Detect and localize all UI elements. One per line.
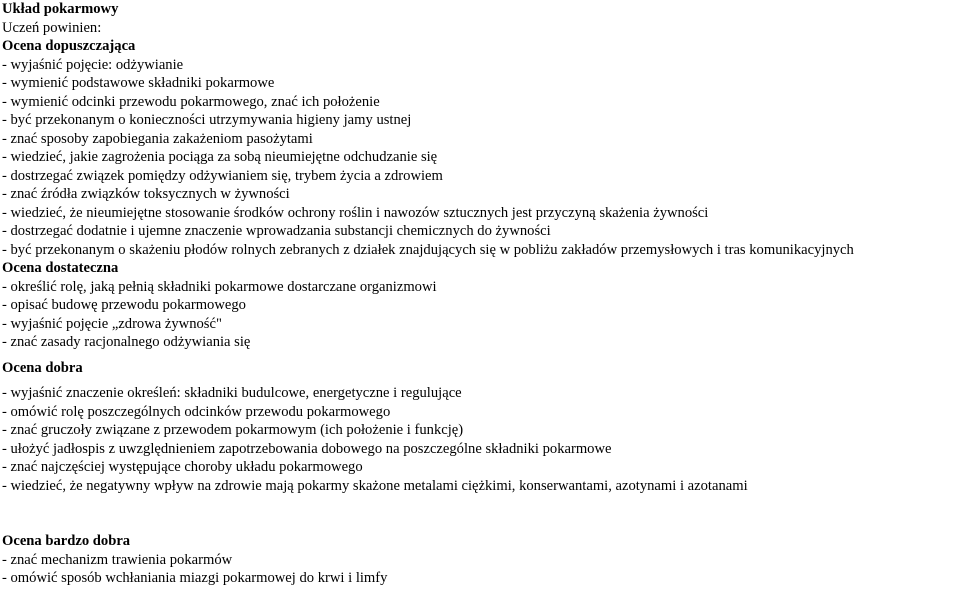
spacer — [2, 352, 959, 359]
list-item: - wyjaśnić pojęcie „zdrowa żywność" — [2, 315, 222, 332]
section-heading: Ocena dostateczna — [2, 260, 119, 276]
list-item: - wymienić odcinki przewodu pokarmowego, znać ich położenie — [2, 93, 380, 110]
document — [2, 0, 959, 588]
section-heading: Ocena dobra — [2, 359, 83, 376]
list-item: - znać sposoby zapobiegania zakażeniom pasożytami — [2, 130, 313, 147]
list-item: - wyjaśnić pojęcie: odżywianie — [2, 56, 184, 73]
list-item: - znać gruczoły związane z przewodem pokarmowym (ich położenie i funkcję) — [2, 422, 464, 438]
section-dostateczna — [2, 259, 959, 352]
list-item: - być przekonanym o konieczności utrzymywania higieny jamy ustnej — [2, 112, 412, 128]
list-item: - być przekonanym o skażeniu płodów rolnych zebranych z działek znajdujących się w pobliżu zakładów przemysłowych i tras komunikacyjnych — [2, 241, 854, 258]
spacer — [2, 377, 959, 384]
list-item: - wiedzieć, że negatywny wpływ na zdrowie mają pokarmy skażone metalami ciężkimi, konserwantami, azotynami i azotanami — [2, 477, 748, 494]
list-item: - ułożyć jadłospis z uwzględnieniem zapotrzebowania dobowego na poszczególne składniki pokarmowe — [2, 440, 612, 457]
list-item: - omówić rolę poszczególnych odcinków przewodu pokarmowego — [2, 403, 391, 420]
list-item: - wymienić podstawowe składniki pokarmowe — [2, 75, 275, 91]
list-item: - znać źródła związków toksycznych w żywności — [2, 186, 290, 202]
intro-text: Uczeń powinien: — [2, 19, 102, 36]
list-item: - znać najczęściej występujące choroby układu pokarmowego — [2, 459, 363, 475]
list-item: - wyjaśnić znaczenie określeń: składniki budulcowe, energetyczne i regulujące — [2, 385, 462, 401]
list-item: - znać mechanizm trawienia pokarmów — [2, 551, 233, 568]
list-item: - określić rolę, jaką pełnią składniki pokarmowe dostarczane organizmowi — [2, 278, 437, 295]
list-item: - wiedzieć, że nieumiejętne stosowanie środków ochrony roślin i nawozów sztucznych jest przyczyną skażenia żywności — [2, 204, 709, 221]
section-dopuszczajaca — [2, 37, 959, 259]
page-title: Układ pokarmowy — [2, 1, 119, 17]
list-item: - dostrzegać związek pomiędzy odżywianiem się, trybem życia a zdrowiem — [2, 167, 443, 184]
list-item: - opisać budowę przewodu pokarmowego — [2, 297, 246, 313]
section-heading: Ocena dopuszczająca — [2, 38, 136, 54]
list-item: - dostrzegać dodatnie i ujemne znaczenie wprowadzania substancji chemicznych do żywności — [2, 223, 551, 239]
section-bardzo-dobra — [2, 532, 959, 588]
spacer — [2, 495, 959, 532]
list-item: - wiedzieć, jakie zagrożenia pociąga za sobą nieumiejętne odchudzanie się — [2, 149, 438, 165]
list-item: - znać zasady racjonalnego odżywiania się — [2, 334, 251, 350]
list-item: - omówić sposób wchłaniania miazgi pokarmowej do krwi i limfy — [2, 570, 388, 586]
section-heading: Ocena bardzo dobra — [2, 533, 131, 549]
section-dobra — [2, 359, 959, 496]
